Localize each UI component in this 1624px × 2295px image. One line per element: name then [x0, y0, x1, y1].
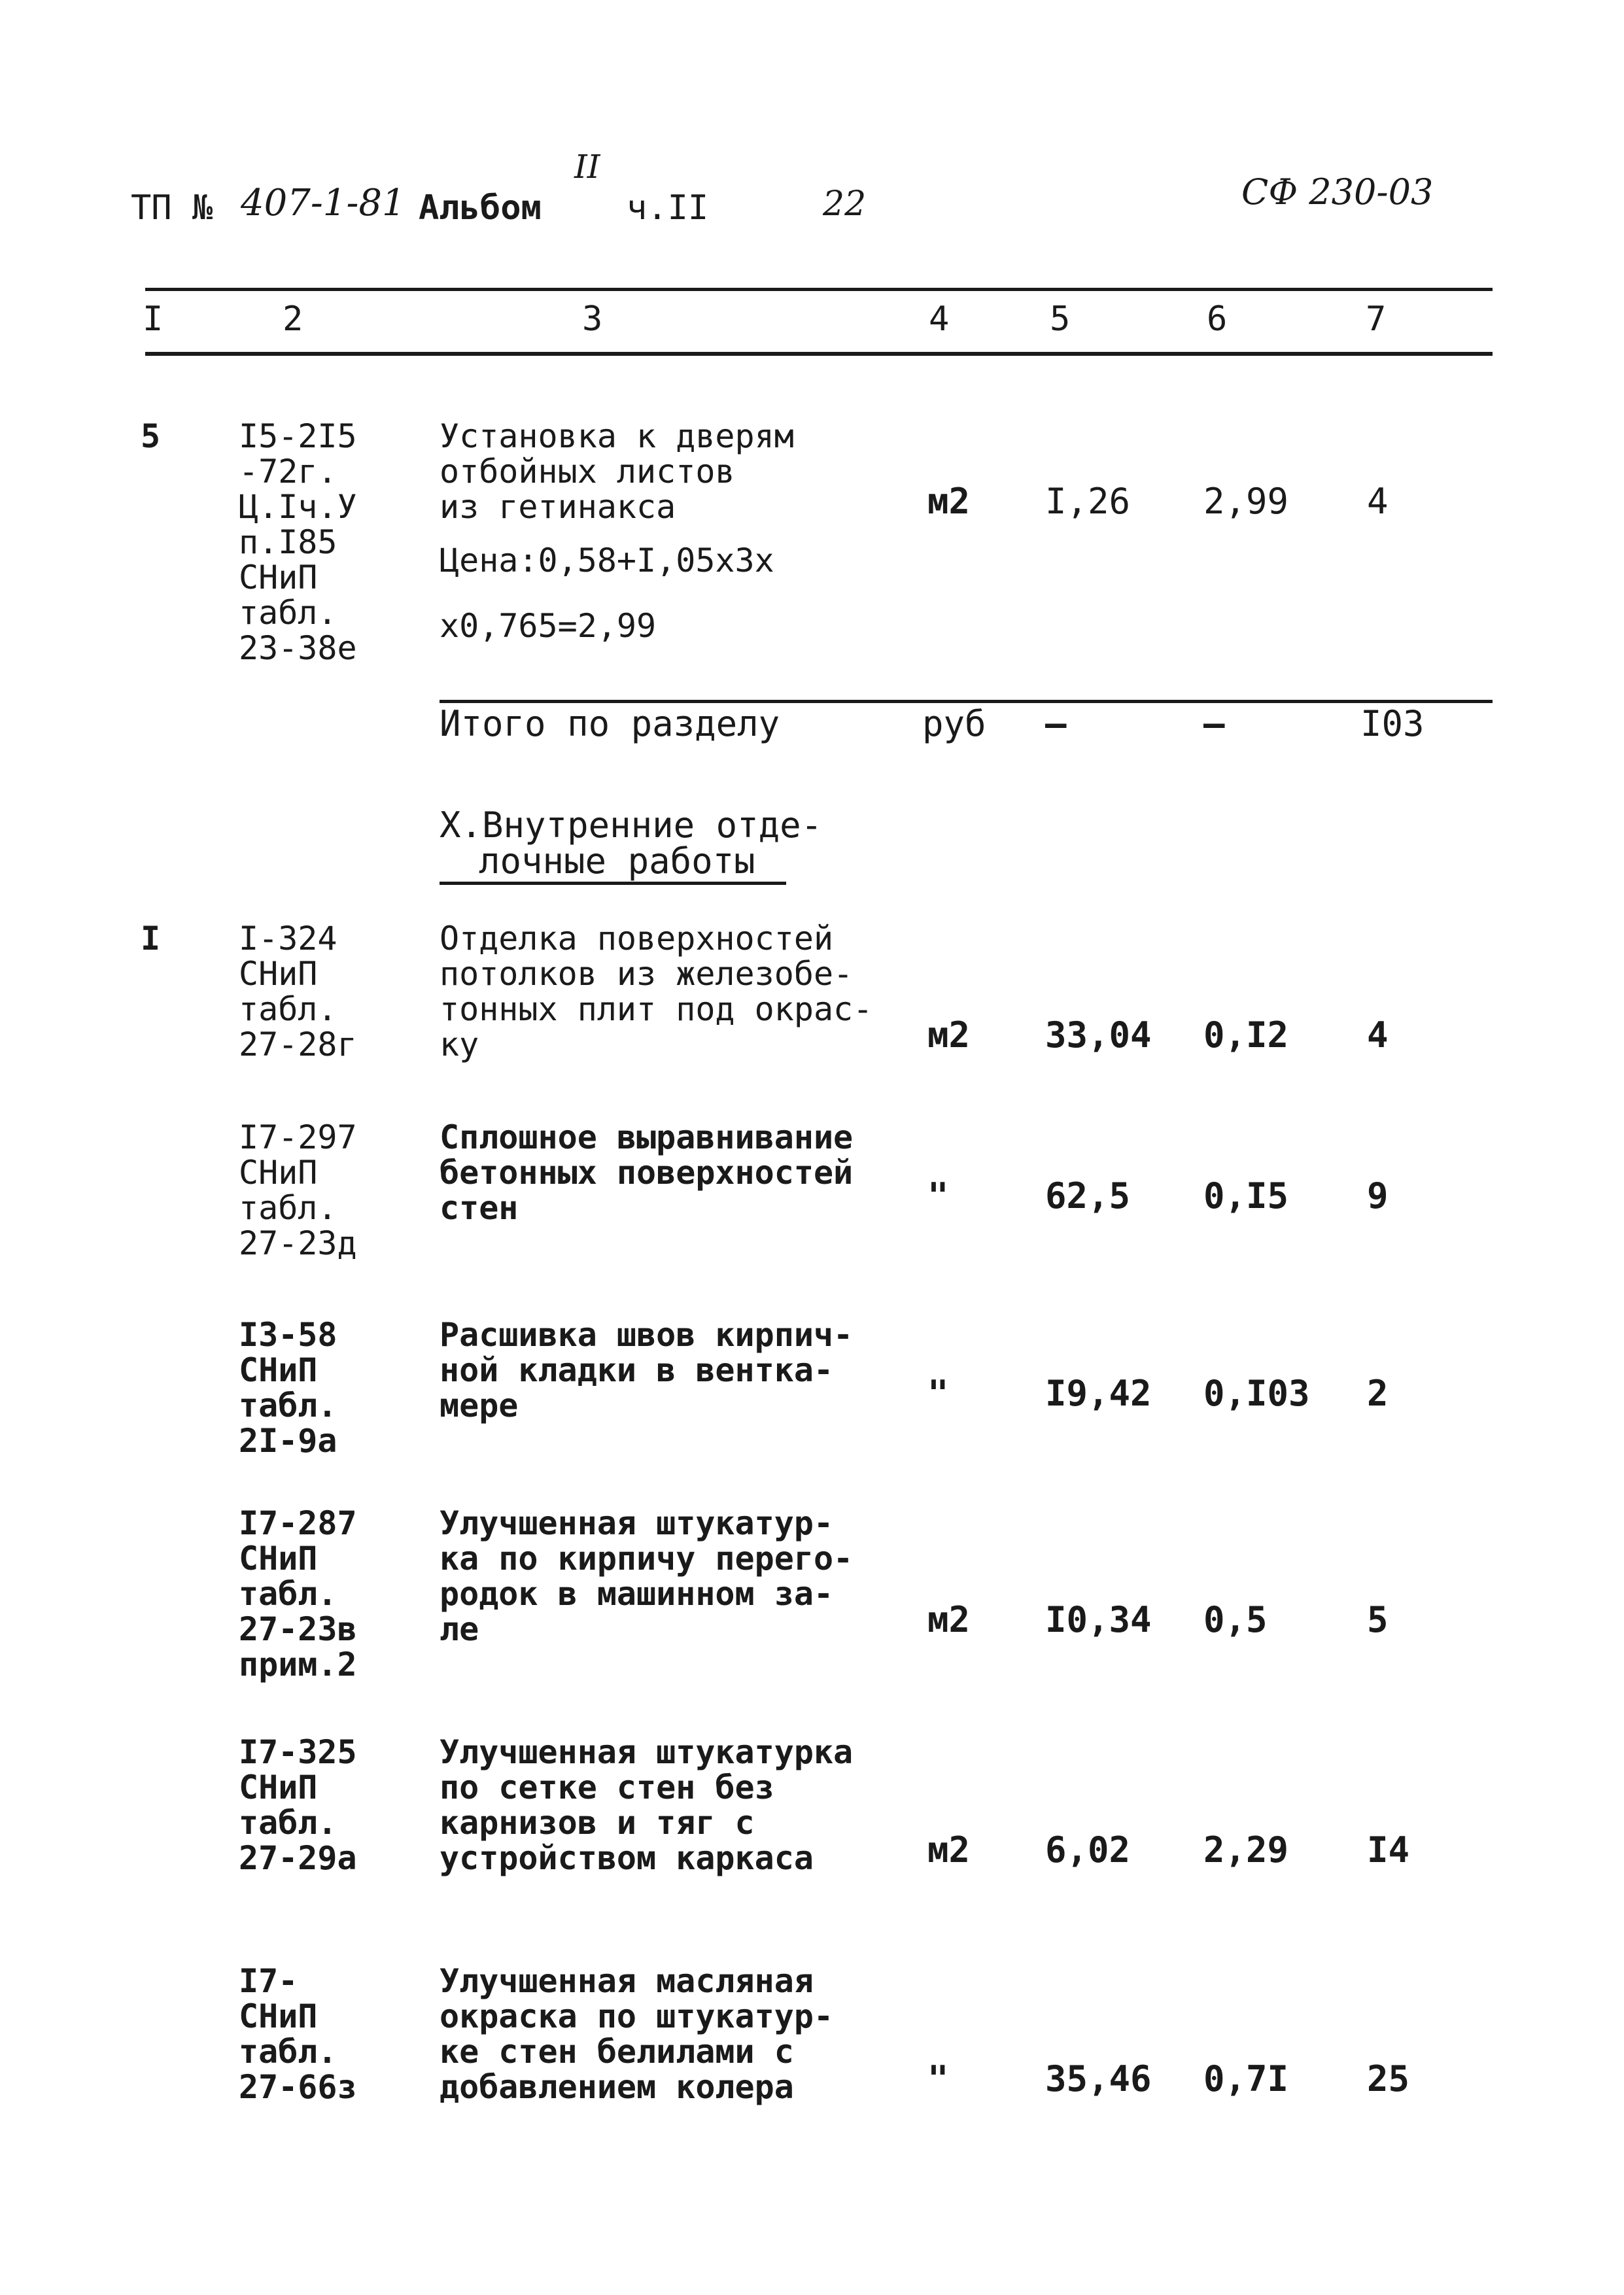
row-calc-line-1: Цена:0,58+I,05х3х: [440, 542, 774, 579]
column-header-4: 4: [929, 300, 950, 339]
page-number: 22: [823, 184, 867, 224]
row-unit: м2: [927, 1599, 971, 1640]
subtotal-total: I03: [1360, 703, 1425, 744]
row-unit-price: 0,I2: [1203, 1014, 1289, 1056]
album-part: ч.II: [627, 188, 709, 228]
row-reference: I-324 СНиП табл. 27-28г: [239, 920, 357, 1063]
row-number: I: [141, 920, 161, 958]
row-total: 2: [1367, 1373, 1389, 1414]
row-total: 4: [1367, 481, 1389, 522]
album-label: Альбом: [419, 188, 542, 228]
row-calc-line-2: х0,765=2,99: [440, 607, 657, 645]
row-quantity: 33,04: [1045, 1014, 1152, 1056]
row-unit-price: 0,I03: [1203, 1373, 1310, 1414]
table-header-bottom-rule: [145, 352, 1493, 356]
subtotal-quantity: –: [1045, 703, 1067, 744]
row-description: Установка к дверям отбойных листов из гетинакса: [440, 417, 794, 526]
column-header-7: 7: [1366, 300, 1387, 339]
document-code: СФ 230-03: [1241, 171, 1434, 213]
row-unit: м2: [927, 1829, 971, 1871]
row-total: 9: [1367, 1175, 1389, 1217]
table-top-rule: [145, 288, 1493, 291]
row-total: I4: [1367, 1829, 1410, 1871]
row-reference: I5-2I5 -72г. Ц.Iч.У п.I85 СНиП табл. 23-38е: [239, 417, 357, 667]
row-unit-price: 2,99: [1203, 481, 1289, 522]
album-number: II: [574, 148, 600, 186]
row-number: 5: [141, 417, 161, 455]
section-title-line-2: лочные работы: [440, 844, 786, 885]
row-unit: м2: [927, 481, 971, 522]
row-description: Сплошное выравнивание бетонных поверхностей стен: [440, 1118, 854, 1227]
row-quantity: 35,46: [1045, 2058, 1152, 2099]
row-quantity: 62,5: [1045, 1175, 1131, 1217]
row-reference: I3-58 СНиП табл. 2I-9а: [239, 1316, 337, 1460]
row-unit-price: 0,5: [1203, 1599, 1268, 1640]
row-unit: м2: [927, 1014, 971, 1056]
tp-label: ТП №: [131, 188, 213, 228]
row-reference: I7-325 СНиП табл. 27-29а: [239, 1733, 357, 1877]
row-quantity: I0,34: [1045, 1599, 1152, 1640]
subtotal-price: –: [1203, 703, 1225, 744]
column-header-1: I: [143, 300, 164, 339]
row-description: Улучшенная штукатурка по сетке стен без карнизов и тяг с устройством каркаса: [440, 1733, 854, 1877]
row-total: 4: [1367, 1014, 1389, 1056]
subtotal-unit: руб: [922, 703, 986, 744]
column-header-6: 6: [1207, 300, 1228, 339]
row-description: Улучшенная масляная окраска по штукатур- ке стен белилами с добавлением колера: [440, 1962, 834, 2106]
column-header-2: 2: [283, 300, 303, 339]
row-total: 5: [1367, 1599, 1389, 1640]
subtotal-label: Итого по разделу: [440, 703, 780, 744]
row-reference: I7-297 СНиП табл. 27-23д: [239, 1118, 357, 1262]
row-description: Расшивка швов кирпич- ной кладки в вентка- мере: [440, 1316, 854, 1424]
row-quantity: I,26: [1045, 481, 1131, 522]
column-header-5: 5: [1050, 300, 1071, 339]
row-unit: ": [927, 2058, 949, 2099]
row-unit-price: 2,29: [1203, 1829, 1289, 1871]
row-reference: I7- СНиП табл. 27-66з: [239, 1962, 357, 2106]
row-unit-price: 0,7I: [1203, 2058, 1289, 2099]
row-unit: ": [927, 1175, 949, 1217]
tp-number: 407-1-81: [241, 182, 406, 224]
row-total: 25: [1367, 2058, 1410, 2099]
row-unit-price: 0,I5: [1203, 1175, 1289, 1217]
row-description: Отделка поверхностей потолков из железобе- тонных плит под окрас- ку: [440, 920, 873, 1063]
section-title-line-1: X.Внутренние отде-: [440, 804, 823, 846]
row-reference: I7-287 СНиП табл. 27-23в прим.2: [239, 1504, 357, 1683]
row-description: Улучшенная штукатур- ка по кирпичу перего- родок в машинном за- ле: [440, 1504, 854, 1648]
row-quantity: 6,02: [1045, 1829, 1131, 1871]
row-unit: ": [927, 1373, 949, 1414]
column-header-3: 3: [582, 300, 603, 339]
row-quantity: I9,42: [1045, 1373, 1152, 1414]
